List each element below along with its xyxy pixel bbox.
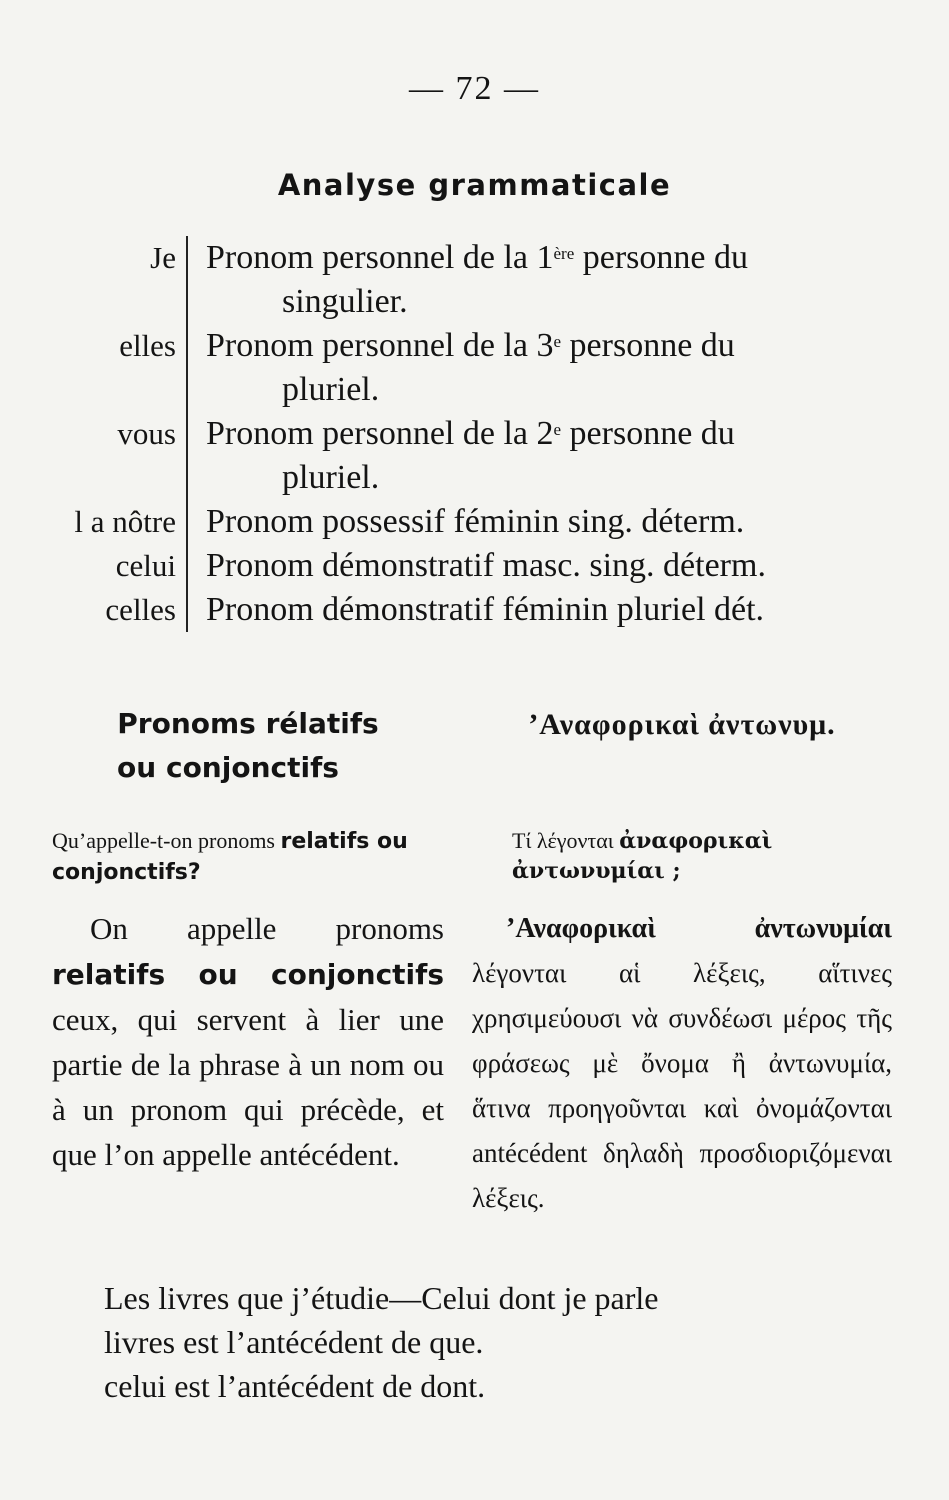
analysis-word: celles	[40, 588, 188, 632]
heading-greek: ’Αναφορικαὶ ἀντωνυμ.	[528, 708, 836, 741]
answer-greek: ’Αναφορικαὶ ἀντωνυμίαι λέγονται αἱ λέξεις, αἵτινες χρησιμεύουσι νὰ συνδέωσι μέρος τῆς φράσεως μὲ ὄνομα ἢ ἀντωνυμία, ἅτινα προηγοῦνται καὶ ὀνομάζονται antécédent δηλαδὴ προσδιοριζόμεναι λέξεις.	[472, 913, 892, 1213]
heading-french: Pronoms rélatifs ou conjonctifs	[117, 707, 379, 784]
analysis-description: Pronom possessif féminin sing. déterm.	[206, 503, 745, 540]
section-title: Analyse grammaticale	[277, 168, 672, 202]
analysis-word: vous	[40, 412, 188, 500]
analysis-row	[40, 544, 890, 588]
analysis-row	[40, 500, 890, 544]
analysis-row	[40, 324, 890, 412]
answer-french: On appelle pronoms relatifs ou conjonctifs ceux, qui servent à lier une partie de la phrase à un nom ou à un pronom qui précède, et que l’on appelle antécédent.	[52, 911, 444, 1172]
analysis-row	[40, 236, 890, 324]
question-greek: Τί λέγονται ἀναφορικαὶ ἀντωνυμίαι ;	[512, 828, 773, 884]
analysis-description: Pronom personnel de la 3e personne du pluriel.	[206, 327, 735, 408]
example-line: livres est l’antécédent de que.	[104, 1324, 484, 1360]
example-line: Les livres que j’étudie—Celui dont je parle	[104, 1280, 659, 1316]
analysis-word: l a nôtre	[40, 500, 188, 544]
analysis-row	[40, 588, 890, 632]
question-french: Qu’appelle-t-on pronoms relatifs ou conjonctifs?	[52, 828, 408, 885]
analysis-word: elles	[40, 324, 188, 412]
analysis-description: Pronom démonstratif masc. sing. déterm.	[206, 547, 766, 584]
analysis-description: Pronom démonstratif féminin pluriel dét.	[206, 591, 765, 628]
analysis-description: Pronom personnel de la 1ère personne du singulier.	[206, 239, 749, 320]
analysis-word: celui	[40, 544, 188, 588]
analysis-word: Je	[40, 236, 188, 324]
page-number: — 72 —	[409, 70, 540, 107]
grammar-analysis-table	[40, 236, 890, 632]
analysis-description: Pronom personnel de la 2e personne du pluriel.	[206, 415, 735, 496]
examples-block	[104, 1276, 884, 1408]
example-line: celui est l’antécédent de dont.	[104, 1368, 486, 1404]
analysis-row	[40, 412, 890, 500]
